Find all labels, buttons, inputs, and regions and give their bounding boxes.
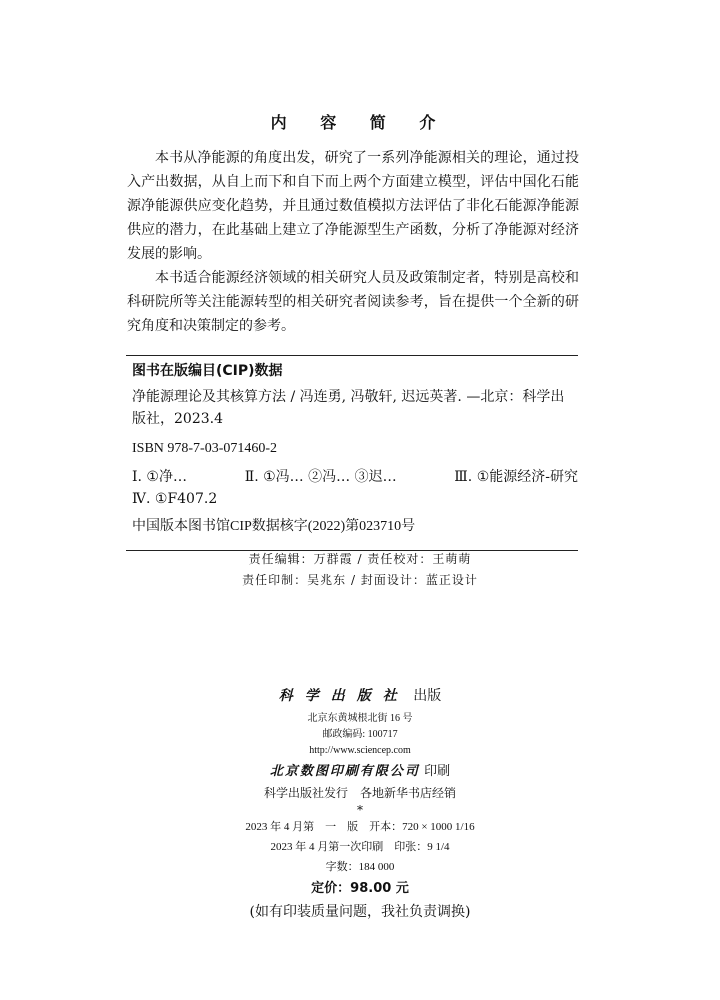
cip-data-block <box>126 355 578 551</box>
price: 定价：98.00 元 <box>311 881 409 896</box>
intro-paragraph-2: 本书适合能源经济领域的相关研究人员及政策制定者，特别是高校和科研院所等关注能源转型的相关研究者阅读参考，旨在提供一个全新的研究角度和决策制定的参考。 <box>127 270 579 334</box>
editorial-credits <box>0 549 720 591</box>
edition-line-1: 2023 年 4 月第 一 版 开本：720 × 1000 1/16 <box>245 821 475 833</box>
credits-line-2: 责任印制：吴兆东 / 封面设计：蓝正设计 <box>242 573 478 587</box>
publisher-name: 科学出版社 <box>278 688 409 704</box>
separator-star: * <box>357 803 363 817</box>
cip-heading: 图书在版编目(CIP)数据 <box>132 363 283 379</box>
book-introduction <box>127 146 579 338</box>
page-title: 内 容 简 介 <box>270 113 450 132</box>
publisher-line <box>0 685 720 705</box>
cip-class-item-3: Ⅲ. ①能源经济-研究 <box>454 469 578 485</box>
cip-class-item-2: Ⅱ. ①冯… ②冯… ③迟… <box>244 469 397 485</box>
edition-line-2: 2023 年 4 月第一次印刷 印张：9 1/4 <box>270 841 450 853</box>
quality-notice: (如有印装质量问题，我社负责调换) <box>249 904 471 920</box>
cip-isbn: ISBN 978-7-03-071460-2 <box>132 441 278 456</box>
printer-line <box>0 761 720 783</box>
publisher-address: 北京东黄城根北街 16 号 <box>307 713 413 724</box>
distribution-line: 科学出版社发行 各地新华书店经销 <box>263 786 456 800</box>
cip-library-record: 中国版本图书馆CIP数据核字(2022)第023710号 <box>132 519 416 534</box>
imprint-block <box>0 685 720 923</box>
publisher-postcode: 邮政编码: 100717 <box>322 729 398 740</box>
cip-class-item-1: Ⅰ. ①净… <box>132 469 187 485</box>
intro-paragraph-1: 本书从净能源的角度出发，研究了一系列净能源相关的理论，通过投入产出数据，从自上而下和自下而上两个方面建立模型，评估中国化石能源净能源供应变化趋势，并且通过数值模拟方法评估了非化石能源净能源供应的潜力，在此基础上建立了净能源型生产函数，分析了净能源对经济发展的影响。 <box>127 150 579 262</box>
printer-suffix: 印刷 <box>424 764 451 779</box>
credits-line-1: 责任编辑：万群霞 / 责任校对：王萌萌 <box>248 552 472 566</box>
cip-class-row-2: Ⅳ. ①F407.2 <box>132 491 218 507</box>
cip-classification <box>126 466 578 510</box>
publisher-suffix: 出版 <box>413 688 442 704</box>
word-count: 字数：184 000 <box>325 861 395 873</box>
cip-description: 净能源理论及其核算方法 / 冯连勇, 冯敬轩, 迟远英著. —北京：科学出版社，2023.4 <box>132 389 565 427</box>
printer-name: 北京数图印刷有限公司 <box>269 764 420 779</box>
publisher-url: http://www.sciencep.com <box>309 745 411 756</box>
